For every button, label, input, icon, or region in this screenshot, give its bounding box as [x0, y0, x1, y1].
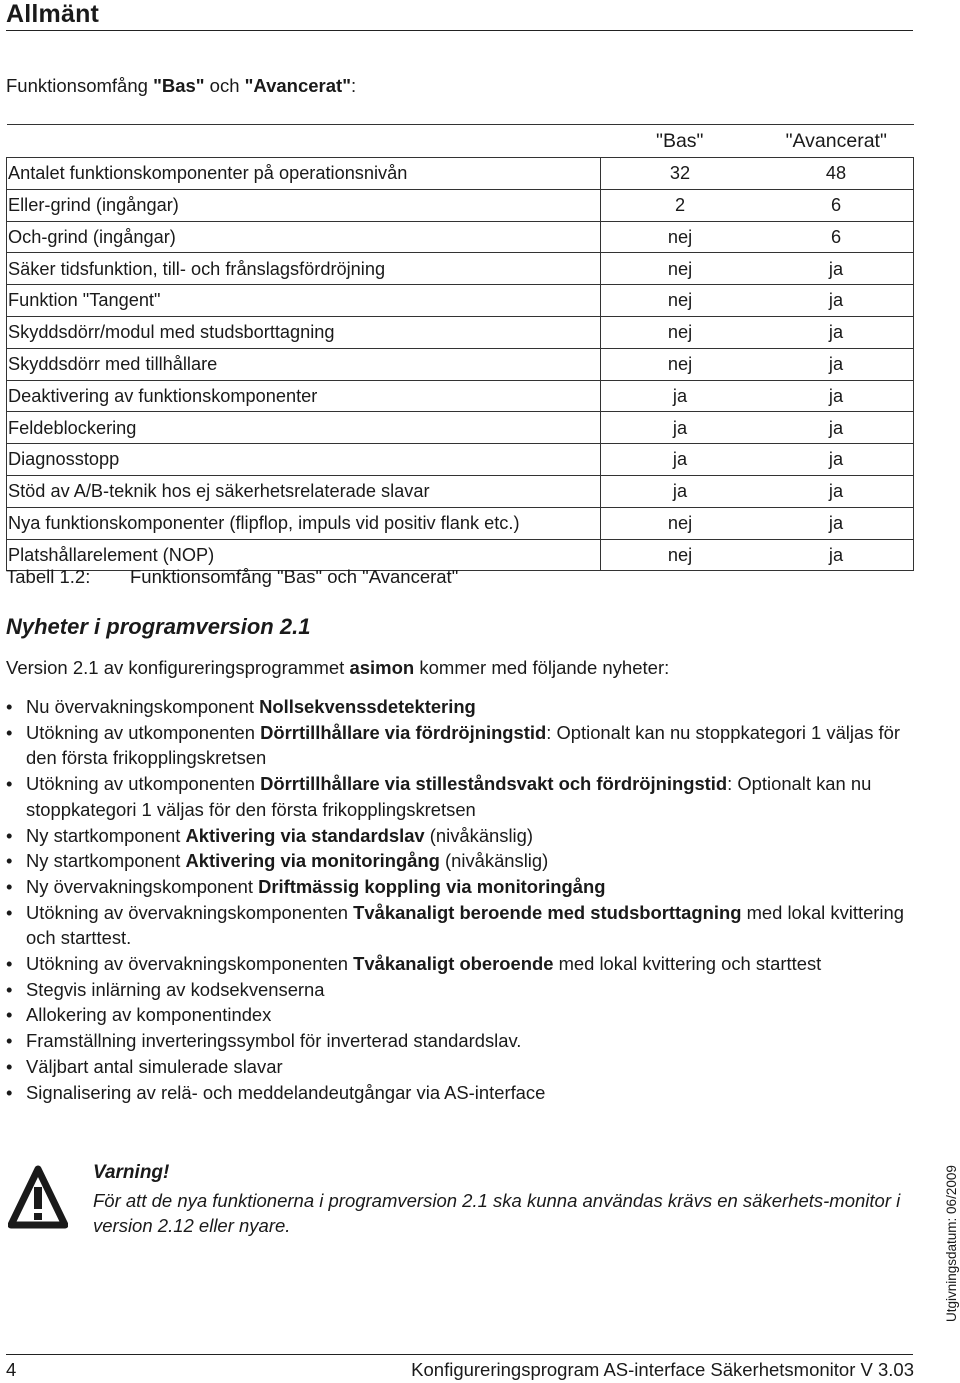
news-list — [6, 694, 916, 1105]
feature-name-cell: Nya funktionskomponenter (flipflop, impuls vid positiv flank etc.) — [7, 507, 601, 539]
bas-value-cell: nej — [601, 316, 759, 348]
news-item-text: Utökning av utkomponenten — [26, 773, 261, 795]
news-item-text: Ny startkomponent — [26, 850, 186, 872]
bas-value-cell: 32 — [601, 158, 759, 190]
version-prefix: Version 2.1 av konfigureringsprogrammet — [6, 657, 350, 678]
news-item-component-name: Tvåkanaligt oberoende — [353, 953, 554, 975]
avancerat-value-cell: 6 — [758, 221, 914, 253]
feature-name-cell: Eller-grind (ingångar) — [7, 189, 601, 221]
table-row — [7, 285, 914, 317]
heading-rule — [6, 30, 913, 31]
bas-value-cell: 2 — [601, 189, 759, 221]
bullet-icon: • — [6, 850, 13, 872]
feature-name-cell: Säker tidsfunktion, till- och frånslagsfördröjning — [7, 253, 601, 285]
news-list-item — [6, 848, 916, 874]
version-suffix: kommer med följande nyheter: — [414, 657, 670, 678]
feature-name-cell: Funktion "Tangent" — [7, 285, 601, 317]
bullet-icon: • — [6, 978, 13, 1000]
table-caption-text: Funktionsomfång "Bas" och "Avancerat" — [130, 566, 459, 587]
news-list-item — [6, 874, 916, 900]
news-list-item — [6, 900, 916, 951]
table-row — [7, 507, 914, 539]
version-program-name: asimon — [349, 657, 415, 678]
feature-name-cell: Skyddsdörr/modul med studsborttagning — [7, 316, 601, 348]
news-item-text: (nivåkänslig) — [439, 850, 549, 872]
news-list-item — [6, 694, 916, 720]
bullet-icon: • — [6, 901, 13, 923]
warning-text: För att de nya funktionerna i programversion 2.1 ska kunna användas krävs en säkerhets-monitor i version 2.12 eller nyare. — [93, 1190, 901, 1236]
avancerat-value-cell: ja — [758, 539, 914, 571]
bas-value-cell: ja — [601, 380, 759, 412]
bullet-icon: • — [6, 875, 13, 897]
bas-value-cell: nej — [601, 507, 759, 539]
news-item-text: Utökning av övervakningskomponenten — [26, 953, 354, 975]
bas-value-cell: nej — [601, 253, 759, 285]
version-intro — [6, 657, 669, 679]
avancerat-value-cell: ja — [758, 380, 914, 412]
news-heading: Nyheter i programversion 2.1 — [6, 614, 311, 639]
footer-rule — [6, 1354, 913, 1355]
table-row — [7, 475, 914, 507]
feature-name-cell: Skyddsdörr med tillhållare — [7, 348, 601, 380]
footer-title: Konfigureringsprogram AS-interface Säkerhetsmonitor V 3.03 — [411, 1359, 914, 1380]
bullet-icon: • — [6, 1030, 13, 1052]
news-item-text: Ny övervakningskomponent — [26, 875, 259, 897]
intro-avancerat: "Avancerat" — [244, 75, 351, 96]
news-item-text: Signalisering av relä- och meddelandeutgångar via AS-interface — [26, 1081, 546, 1103]
warning-triangle-icon — [8, 1165, 68, 1231]
table-row — [7, 253, 914, 285]
bas-value-cell: nej — [601, 285, 759, 317]
news-item-text: : Optionalt kan nu stoppkategori 1 väljas för den första frikopplingskretsen — [26, 773, 872, 820]
news-item-text: Väljbart antal simulerade slavar — [26, 1055, 283, 1077]
news-list-item — [6, 977, 916, 1003]
news-item-text: Framställning inverteringssymbol för inverterad standardslav. — [26, 1030, 522, 1052]
news-item-component-name: Driftmässig koppling via monitoringång — [258, 875, 606, 897]
news-item-text: Nu övervakningskomponent — [26, 696, 260, 717]
warning-title: Varning! — [93, 1162, 170, 1183]
news-item-text: Utökning av övervakningskomponenten — [26, 901, 354, 923]
bas-value-cell: nej — [601, 348, 759, 380]
table-row — [7, 444, 914, 476]
table-row — [7, 189, 914, 221]
bas-value-cell: ja — [601, 444, 759, 476]
function-table — [6, 124, 914, 571]
table-header-cell: "Avancerat" — [758, 125, 914, 158]
page-number: 4 — [6, 1359, 17, 1380]
bullet-icon: • — [6, 773, 13, 795]
table-row — [7, 348, 914, 380]
bas-value-cell: ja — [601, 475, 759, 507]
bullet-icon: • — [6, 1004, 13, 1026]
avancerat-value-cell: ja — [758, 412, 914, 444]
bullet-icon: • — [6, 953, 13, 975]
news-item-component-name: Aktivering via standardslav — [185, 824, 425, 846]
news-list-item — [6, 1054, 916, 1080]
news-list-item — [6, 1002, 916, 1028]
feature-name-cell: Antalet funktionskomponenter på operationsnivån — [7, 158, 601, 190]
table-row — [7, 316, 914, 348]
table-header-cell — [7, 125, 601, 158]
avancerat-value-cell: ja — [758, 316, 914, 348]
news-item-text: Stegvis inlärning av kodsekvenserna — [26, 978, 325, 1000]
table-row — [7, 158, 914, 190]
page-heading: Allmänt — [6, 0, 100, 28]
news-item-component-name: Aktivering via monitoringång — [185, 850, 440, 872]
news-list-item — [6, 771, 916, 822]
avancerat-value-cell: 48 — [758, 158, 914, 190]
news-item-text: (nivåkänslig) — [424, 824, 533, 846]
news-list-item — [6, 720, 916, 771]
table-caption-label: Tabell 1.2: — [6, 566, 91, 587]
bullet-icon: • — [6, 824, 13, 846]
intro-suffix: : — [350, 75, 357, 96]
news-list-item — [6, 951, 916, 977]
table-header-row — [7, 125, 914, 158]
news-item-text: : Optionalt kan nu stoppkategori 1 väljas för den första frikopplingskretsen — [26, 721, 900, 769]
intro-mid: och — [204, 75, 245, 96]
news-item-component-name: Dörrtillhållare via stilleståndsvakt och fördröjningstid — [260, 773, 728, 795]
news-item-component-name: Nollsekvenssdetektering — [259, 696, 476, 717]
news-list-item — [6, 823, 916, 849]
bas-value-cell: ja — [601, 412, 759, 444]
feature-name-cell: Feldeblockering — [7, 412, 601, 444]
news-item-component-name: Dörrtillhållare via fördröjningstid — [260, 721, 547, 743]
feature-name-cell: Och-grind (ingångar) — [7, 221, 601, 253]
news-item-text: med lokal kvittering och starttest. — [26, 901, 904, 949]
bullet-icon: • — [6, 1055, 13, 1077]
feature-name-cell: Diagnosstopp — [7, 444, 601, 476]
feature-name-cell: Platshållarelement (NOP) — [7, 539, 601, 571]
intro-prefix: Funktionsomfång — [6, 75, 154, 96]
news-item-text: Allokering av komponentindex — [26, 1004, 272, 1026]
table-row — [7, 380, 914, 412]
news-item-component-name: Tvåkanaligt beroende med studsborttagning — [353, 901, 742, 923]
avancerat-value-cell: ja — [758, 348, 914, 380]
news-list-item — [6, 1080, 916, 1106]
intro-text — [6, 75, 356, 97]
bullet-icon: • — [6, 721, 13, 743]
avancerat-value-cell: ja — [758, 253, 914, 285]
table-row — [7, 221, 914, 253]
intro-bas: "Bas" — [153, 75, 205, 96]
news-list-item — [6, 1028, 916, 1054]
function-table-body — [7, 125, 914, 571]
avancerat-value-cell: ja — [758, 507, 914, 539]
bullet-icon: • — [6, 696, 13, 717]
bullet-icon: • — [6, 1081, 13, 1103]
news-item-text: Utökning av utkomponenten — [26, 721, 261, 743]
bas-value-cell: nej — [601, 221, 759, 253]
table-row — [7, 412, 914, 444]
avancerat-value-cell: ja — [758, 475, 914, 507]
table-header-cell: "Bas" — [601, 125, 759, 158]
news-item-text: Ny startkomponent — [26, 824, 186, 846]
news-item-text: med lokal kvittering och starttest — [553, 953, 822, 975]
bas-value-cell: nej — [601, 539, 759, 571]
feature-name-cell: Deaktivering av funktionskomponenter — [7, 380, 601, 412]
avancerat-value-cell: 6 — [758, 189, 914, 221]
publication-date: Utgivningsdatum: 06/2009 — [944, 1165, 959, 1322]
avancerat-value-cell: ja — [758, 285, 914, 317]
feature-name-cell: Stöd av A/B-teknik hos ej säkerhetsrelaterade slavar — [7, 475, 601, 507]
avancerat-value-cell: ja — [758, 444, 914, 476]
